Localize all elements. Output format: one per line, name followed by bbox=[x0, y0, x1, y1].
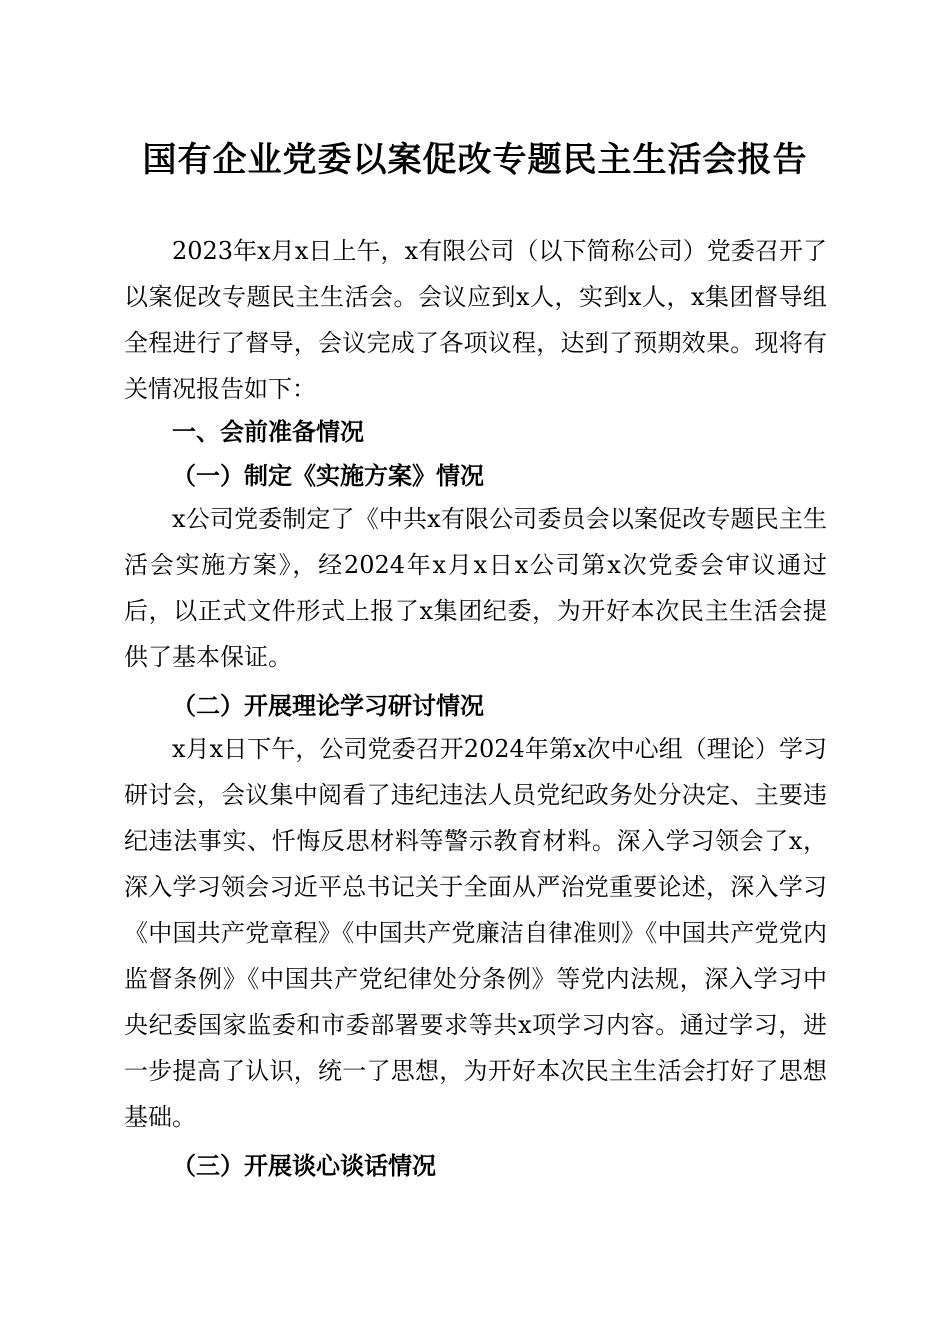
subsection-2-heading: （二）开展理论学习研讨情况 bbox=[172, 691, 484, 720]
intro-paragraph: 2023年x月x日上午，x有限公司（以下简称公司）党委召开了以案促改专题民主生活会。会议应到x人，实到x人，x集团督导组全程进行了督导，会议完成了各项议程，达到了预期效果。现将有关情况报告如下： bbox=[124, 237, 827, 403]
subsection-3-heading: （三）开展谈心谈话情况 bbox=[172, 1151, 436, 1180]
section-1-heading: 一、会前准备情况 bbox=[172, 418, 364, 446]
subsection-1-heading: （一）制定《实施方案》情况 bbox=[172, 461, 484, 490]
subsection-2-paragraph: x月x日下午，公司党委召开2024年第x次中心组（理论）学习研讨会，会议集中阅看了违纪违法人员党纪政务处分决定、主要违纪违法事实、忏悔反思材料等警示教育材料。深入学习领会了x，深入学习领会习近平总书记关于全面从严治党重要论述，深入学习《中国共产党章程》《中国共产党廉洁自律准则》《中国共产党党内监督条例》《中国共产党纪律处分条例》等党内法规，深入学习中央纪委国家监委和市委部署要求等共x项学习内容。通过学习，进一步提高了认识，统一了思想，为开好本次民主生活会打好了思想基础。 bbox=[124, 735, 827, 1131]
document-body bbox=[124, 228, 827, 1186]
subsection-1-paragraph: x公司党委制定了《中共x有限公司委员会以案促改专题民主生活会实施方案》，经2024年x月x日x公司第x次党委会审议通过后，以正式文件形式上报了x集团纪委，为开好本次民主生活会提供了基本保证。 bbox=[124, 505, 827, 671]
document-title: 国有企业党委以案促改专题民主生活会报告 bbox=[142, 140, 808, 180]
